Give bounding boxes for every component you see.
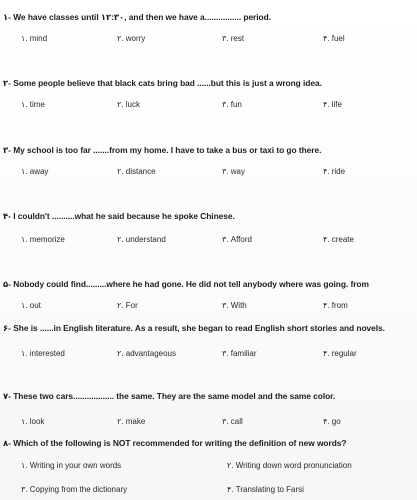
question-5-option-1: ۱. out — [21, 301, 41, 310]
question-6-option-4: ۴. regular — [323, 349, 357, 358]
question-3-option-1: ۱. away — [21, 167, 49, 176]
question-4-option-2: ۲. understand — [117, 235, 166, 244]
question-2-option-1: ۱. time — [21, 100, 45, 109]
question-4-stem: ۴- I couldn't ..........what he said because he spoke Chinese. — [3, 211, 235, 221]
question-8-option-2: ۲. Writing down word pronunciation — [227, 461, 352, 470]
question-7-option-1: ۱. look — [21, 417, 45, 426]
question-3-stem: ۳- My school is too far .......from my home. I have to take a bus or taxi to go there. — [3, 145, 322, 155]
question-5-stem: ۵- Nobody could find.........where he had gone. He did not tell anybody where was going. from — [3, 279, 369, 289]
question-6-option-1: ۱. interested — [21, 349, 65, 358]
question-1-option-3: ۳. rest — [222, 34, 245, 43]
question-1-option-2: ۲. worry — [117, 34, 146, 43]
question-4-option-3: ۳. Afford — [222, 235, 252, 244]
question-1-option-1: ۱. mind — [21, 34, 48, 43]
question-4-option-4: ۴. create — [323, 235, 354, 244]
question-5-option-3: ۳. With — [222, 301, 247, 310]
question-7-stem: ۷- These two cars.................. the same. They are the same model and the same color. — [3, 391, 336, 401]
question-5-option-2: ۲. For — [117, 301, 138, 310]
question-2-option-2: ۲. luck — [117, 100, 140, 109]
question-3-option-2: ۲. distance — [117, 167, 156, 176]
question-7-option-3: ۳. call — [222, 417, 243, 426]
question-4-option-1: ۱. memorize — [21, 235, 65, 244]
question-2-option-4: ۴. life — [323, 100, 342, 109]
question-6-option-3: ۳. familiar — [222, 349, 257, 358]
question-1-stem: ۱- We have classes until ۱۲:۳۰, and then we have a................ period. — [3, 12, 271, 22]
question-3-option-3: ۳. way — [222, 167, 245, 176]
question-2-stem: ۲- Some people believe that black cats bring bad ......but this is just a wrong idea. — [3, 78, 322, 88]
question-8-stem: ۸- Which of the following is NOT recommended for writing the definition of new words? — [3, 438, 347, 448]
question-8-option-1: ۱. Writing in your own words — [21, 461, 122, 470]
question-3-option-4: ۴. ride — [323, 167, 346, 176]
question-6-stem: ۶- She is ......in English literature. As a result, she began to read English short stories and novels. — [3, 323, 385, 333]
question-8-option-3: ۳. Copying from the dictionary — [21, 485, 128, 494]
question-5-option-4: ۴. from — [323, 301, 348, 310]
question-2-option-3: ۳. fun — [222, 100, 242, 109]
question-8-option-4: ۴. Translating to Farsi — [227, 485, 304, 494]
question-7-option-2: ۲. make — [117, 417, 146, 426]
question-7-option-4: ۴. go — [323, 417, 341, 426]
question-6-option-2: ۲. advantageous — [117, 349, 177, 358]
question-1-option-4: ۴. fuel — [323, 34, 345, 43]
